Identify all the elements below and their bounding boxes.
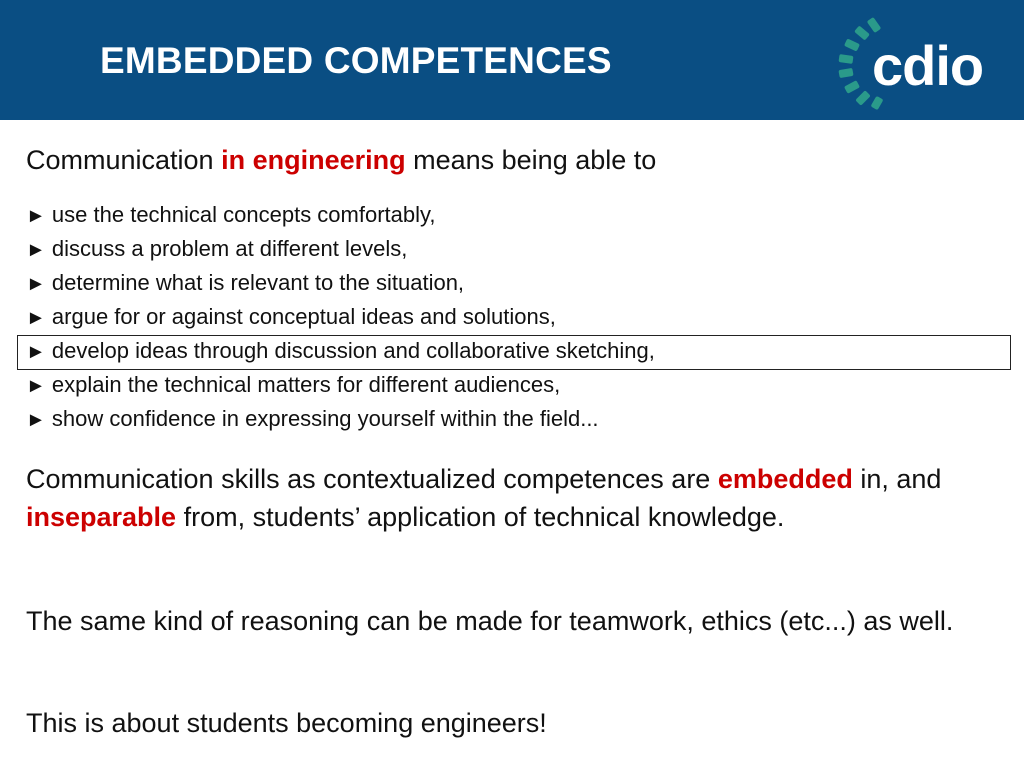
- bullet-item-highlighted: [26, 338, 655, 364]
- slide-title: EMBEDDED COMPETENCES: [100, 40, 612, 81]
- paragraph-text: Communication skills as contextualized competences are: [26, 464, 718, 494]
- bullet-arrow-icon: ►: [26, 239, 46, 261]
- bullet-item: [26, 372, 560, 398]
- intro-text-start: Communication: [26, 145, 222, 175]
- logo-wordmark: cdio: [872, 34, 984, 97]
- bullet-item: [26, 270, 464, 296]
- intro-text-end: means being able to: [405, 145, 657, 175]
- paragraph-embedded: [26, 460, 986, 536]
- bullet-item: [26, 406, 599, 432]
- slide-header: [0, 0, 1024, 120]
- bullet-item: [26, 236, 407, 262]
- bullet-arrow-icon: ►: [26, 409, 46, 431]
- paragraph-text: from, students’ application of technical knowledge.: [176, 502, 785, 532]
- paragraph-teamwork: The same kind of reasoning can be made for teamwork, ethics (etc...) as well.: [26, 606, 954, 636]
- intro-line: [26, 145, 656, 176]
- bullet-item: [26, 202, 436, 228]
- bullet-text: develop ideas through discussion and collaborative sketching,: [51, 338, 655, 363]
- bullet-text: determine what is relevant to the situation,: [51, 270, 465, 295]
- paragraph-emphasis-embedded: embedded: [717, 464, 853, 494]
- paragraph-conclusion: This is about students becoming engineers!: [26, 708, 547, 738]
- bullet-text: explain the technical matters for different audiences,: [51, 372, 561, 397]
- bullet-text: argue for or against conceptual ideas and solutions,: [51, 304, 556, 329]
- intro-emphasis: in engineering: [221, 145, 406, 175]
- cdio-logo: [836, 12, 984, 112]
- bullet-arrow-icon: ►: [26, 273, 46, 295]
- bullet-arrow-icon: ►: [26, 375, 46, 397]
- bullet-arrow-icon: ►: [26, 205, 46, 227]
- bullet-text: use the technical concepts comfortably,: [51, 202, 436, 227]
- bullet-text: show confidence in expressing yourself within the field...: [51, 406, 599, 431]
- bullet-item: [26, 304, 556, 330]
- bullet-text: discuss a problem at different levels,: [51, 236, 408, 261]
- bullet-arrow-icon: ►: [26, 307, 46, 329]
- bullet-arrow-icon: ►: [26, 341, 46, 363]
- paragraph-emphasis-inseparable: inseparable: [26, 502, 177, 532]
- paragraph-text: in, and: [852, 464, 942, 494]
